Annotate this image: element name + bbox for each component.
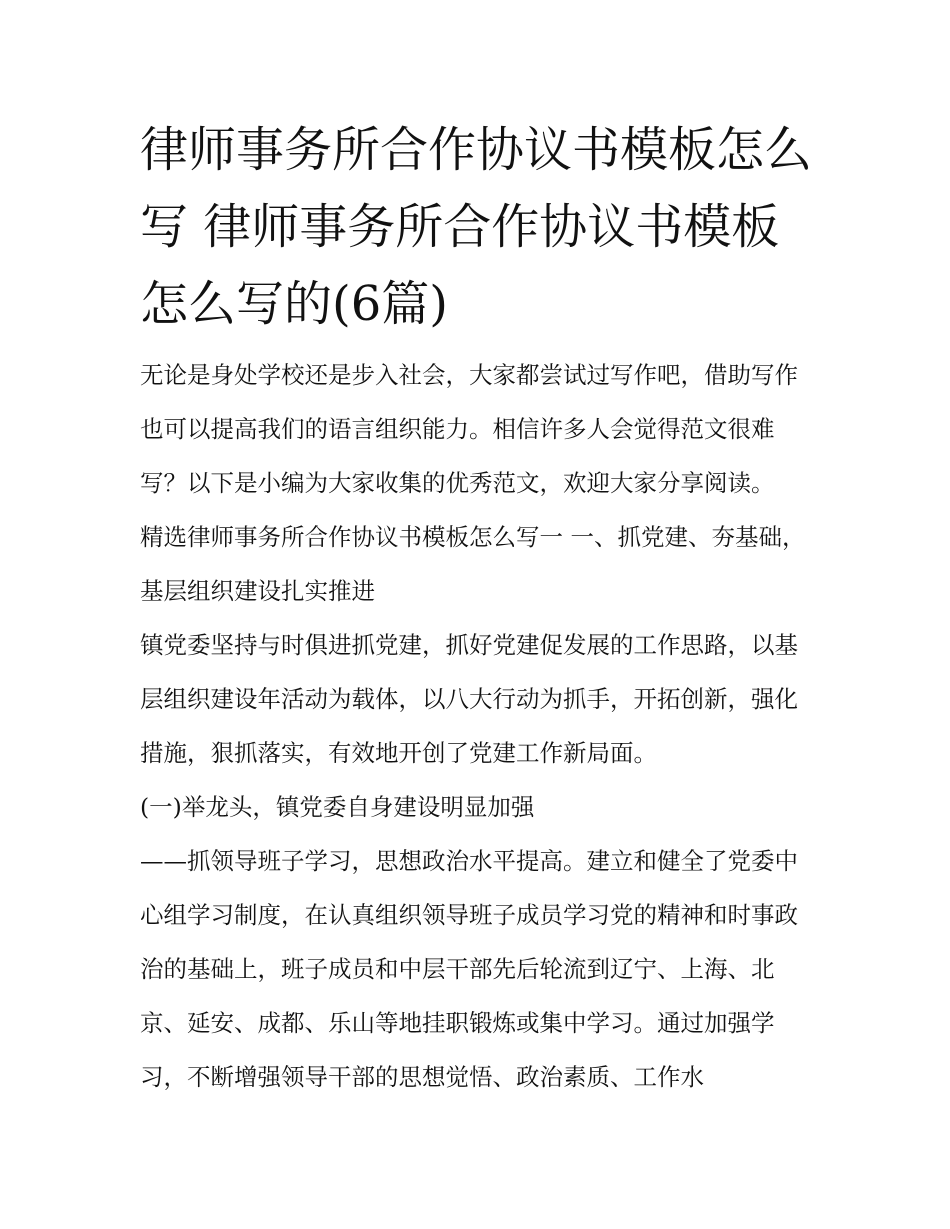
paragraph-intro: 无论是身处学校还是步入社会，大家都尝试过写作吧，借助写作也可以提高我们的语言组织能力。相信许多人会觉得范文很难写？以下是小编为大家收集的优秀范文，欢迎大家分享阅读。 [140, 361, 798, 497]
paragraph-section-heading: 精选律师事务所合作协议书模板怎么写一 一、抓党建、夯基础，基层组织建设扎实推进 [140, 523, 806, 605]
paragraph-subheading: (一)举龙头，镇党委自身建设明显加强 [140, 793, 535, 821]
paragraph-body: 镇党委坚持与时俱进抓党建，抓好党建促发展的工作思路，以基层组织建设年活动为载体，以八大行动为抓手，开拓创新，强化措施，狠抓落实，有效地开创了党建工作新局面。 [140, 631, 798, 767]
paragraph-body-continued: ——抓领导班子学习，思想政治水平提高。建立和健全了党委中心组学习制度，在认真组织领导班子成员学习党的精神和时事政治的基础上，班子成员和中层干部先后轮流到辽宁、上海、北京、延安、成都、乐山等地挂职锻炼或集中学习。通过加强学习，不断增强领导干部的思想觉悟、政治素质、工作水 [140, 847, 798, 1091]
document-title: 律师事务所合作协议书模板怎么写 律师事务所合作协议书模板怎么写的(6篇) [140, 122, 813, 332]
document-page [140, 112, 812, 1104]
document-title-block [140, 112, 812, 343]
